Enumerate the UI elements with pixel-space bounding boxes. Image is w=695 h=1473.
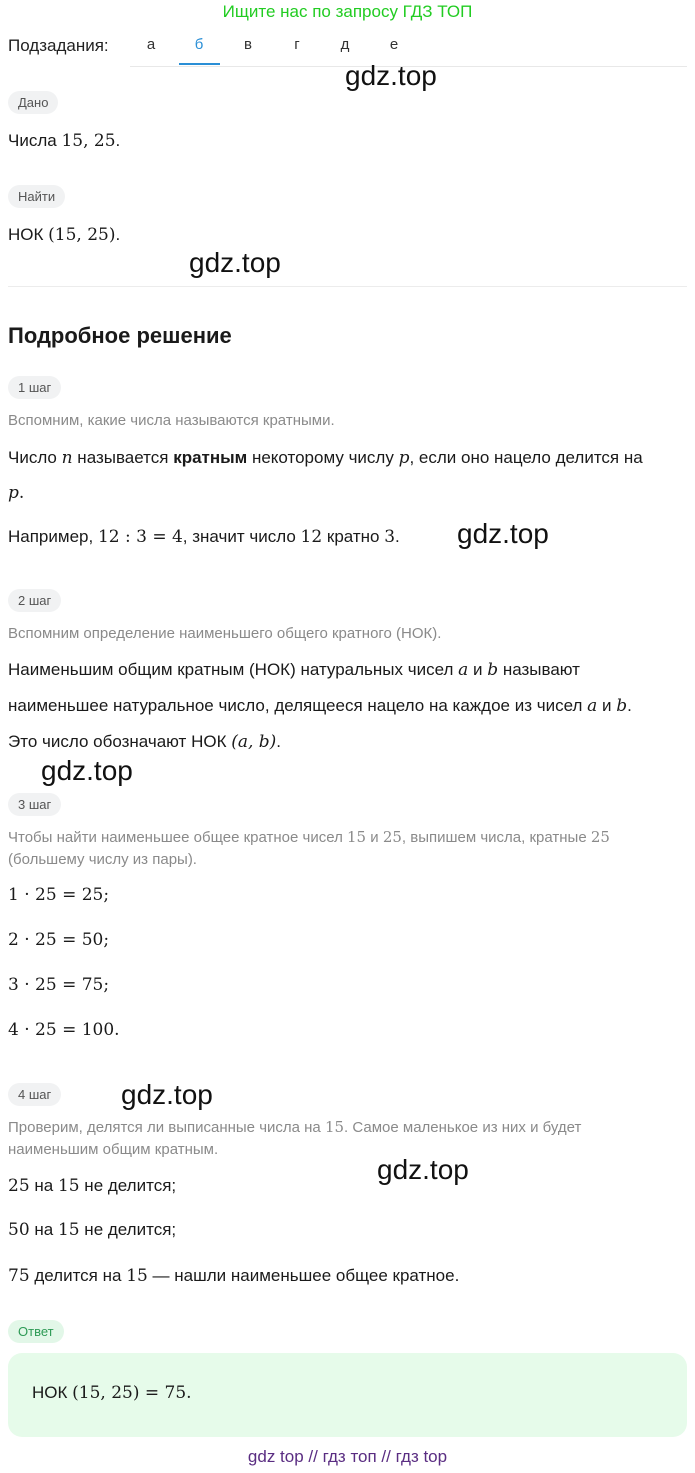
text: . <box>395 527 400 546</box>
section-divider <box>8 286 687 287</box>
watermark: gdz.top <box>189 247 281 278</box>
find-text <box>8 225 120 245</box>
step3-row-2: 2 · 25 = 50; <box>8 930 110 950</box>
text: . <box>276 732 282 751</box>
number: 15 <box>57 1220 80 1240</box>
text: . <box>186 1383 192 1403</box>
number: 50 <box>8 1220 30 1240</box>
solution-title: Подробное решение <box>8 323 232 348</box>
text: наименьшее натуральное число, делящееся нацело на каждое из чисел <box>8 696 588 715</box>
step3-row-1: 1 · 25 = 25; <box>8 885 110 905</box>
step1-line3 <box>8 527 400 547</box>
var-p: p <box>398 448 410 468</box>
watermark: gdz.top <box>41 755 133 786</box>
var-b: b <box>487 660 499 680</box>
text: Проверим, делятся ли выписанные числа на <box>8 1119 325 1136</box>
text: Число <box>8 448 62 467</box>
text: кратно <box>322 527 385 546</box>
number: 3 <box>384 527 396 547</box>
text: наименьшим общим кратным. <box>8 1141 219 1158</box>
step3-row-3: 3 · 25 = 75; <box>8 975 110 995</box>
text: . <box>18 483 25 503</box>
tab-g[interactable]: г <box>294 36 300 53</box>
find-badge: Найти <box>8 185 65 208</box>
step3-badge-wrap <box>8 793 61 816</box>
number: 15 <box>324 1118 345 1136</box>
text: не делится; <box>79 1176 177 1195</box>
bold-term: кратным <box>173 448 248 467</box>
var-n: n <box>61 448 73 468</box>
footer-links[interactable]: gdz top // гдз топ // гдз top <box>247 1447 448 1466</box>
step1-line2 <box>8 483 24 503</box>
text: Например, <box>8 527 98 546</box>
text: на <box>29 1176 58 1195</box>
step1-line1 <box>8 448 643 468</box>
step3-note <box>8 826 688 871</box>
tab-e[interactable]: е <box>389 36 399 53</box>
step4-badge: 4 шаг <box>8 1083 61 1106</box>
watermark: gdz.top <box>377 1154 469 1185</box>
watermark: gdz.top <box>121 1079 213 1110</box>
step4-row-3 <box>8 1266 459 1286</box>
text: Чтобы найти наименьшее общее кратное чисел <box>8 829 347 846</box>
math-expr: 12 : 3 = 4 <box>97 527 183 547</box>
text: (большему числу из пары). <box>8 851 197 868</box>
text: и <box>597 696 617 715</box>
text: и <box>366 829 383 846</box>
number: 15 <box>126 1266 148 1286</box>
given-badge: Дано <box>8 91 58 114</box>
step2-line1 <box>8 660 580 680</box>
text: не делится; <box>79 1220 177 1239</box>
tab-v[interactable]: в <box>244 36 252 53</box>
var-p: p <box>8 483 19 503</box>
number: 25 <box>590 828 610 846</box>
step1-note: Вспомним, какие числа называются кратными. <box>8 412 335 429</box>
watermark: gdz.top <box>457 518 549 549</box>
find-suffix: . <box>115 225 121 244</box>
text: на <box>29 1220 58 1239</box>
func-name: НОК <box>32 1383 68 1402</box>
text: . <box>627 696 632 715</box>
number: 15 <box>347 828 367 846</box>
tab-d[interactable]: д <box>340 36 350 53</box>
number: 15 <box>57 1176 80 1196</box>
answer-badge-wrap <box>8 1320 64 1343</box>
answer-text <box>32 1383 192 1403</box>
text: и <box>468 660 488 679</box>
find-func: НОК <box>8 225 44 244</box>
text: Наименьшим общим кратным (НОК) натуральных чисел <box>8 660 459 679</box>
subtasks-label: Подзадания: <box>8 36 109 55</box>
text: . Самое маленькое из них и будет <box>344 1119 582 1136</box>
number: 25 <box>382 828 402 846</box>
step3-row-4: 4 · 25 = 100. <box>8 1020 120 1040</box>
step2-line2 <box>8 696 632 716</box>
number: 75 <box>8 1266 30 1286</box>
step2-line3 <box>8 732 281 752</box>
text: , выпишем числа, кратные <box>401 829 591 846</box>
var-b: b <box>616 696 628 716</box>
tab-a[interactable]: а <box>146 36 156 53</box>
step2-note: Вспомним определение наименьшего общего кратного (НОК). <box>8 625 442 642</box>
number: 25 <box>8 1176 30 1196</box>
var-a: a <box>458 660 469 680</box>
given-suffix: . <box>115 131 121 150</box>
active-tab-indicator <box>179 63 220 65</box>
find-badge-wrap <box>8 185 65 208</box>
step4-note <box>8 1116 688 1161</box>
step3-badge: 3 шаг <box>8 793 61 816</box>
given-text <box>8 131 120 151</box>
step4-row-1 <box>8 1176 176 1196</box>
number: 12 <box>300 527 323 547</box>
watermark: gdz.top <box>345 60 437 91</box>
var-a: a <box>587 696 598 716</box>
text: делится на <box>29 1266 127 1285</box>
func-name: НОК <box>191 732 227 751</box>
given-badge-wrap <box>8 91 58 114</box>
text: , если оно нацело делится на <box>409 448 643 467</box>
text: Это число обозначают <box>8 732 192 751</box>
step4-badge-wrap <box>8 1083 61 1106</box>
answer-badge: Ответ <box>8 1320 64 1343</box>
text: — нашли наименьшее общее кратное. <box>147 1266 460 1285</box>
text: , значит число <box>182 527 301 546</box>
step1-badge-wrap <box>8 376 61 399</box>
step2-badge: 2 шаг <box>8 589 61 612</box>
given-prefix: Числа <box>8 131 62 150</box>
math-expr: (a, b) <box>231 732 277 752</box>
step2-badge-wrap <box>8 589 61 612</box>
text: называется <box>72 448 174 467</box>
given-math: 15, 25 <box>61 131 116 151</box>
answer-math: (15, 25) = 75 <box>72 1383 187 1403</box>
text: называют <box>498 660 580 679</box>
step1-badge: 1 шаг <box>8 376 61 399</box>
promo-banner[interactable]: Ищите нас по запросу ГДЗ ТОП <box>222 2 473 21</box>
text: некоторому числу <box>247 448 399 467</box>
step4-row-2 <box>8 1220 176 1240</box>
tab-b[interactable]: б <box>194 36 204 53</box>
find-math: (15, 25) <box>48 225 116 245</box>
